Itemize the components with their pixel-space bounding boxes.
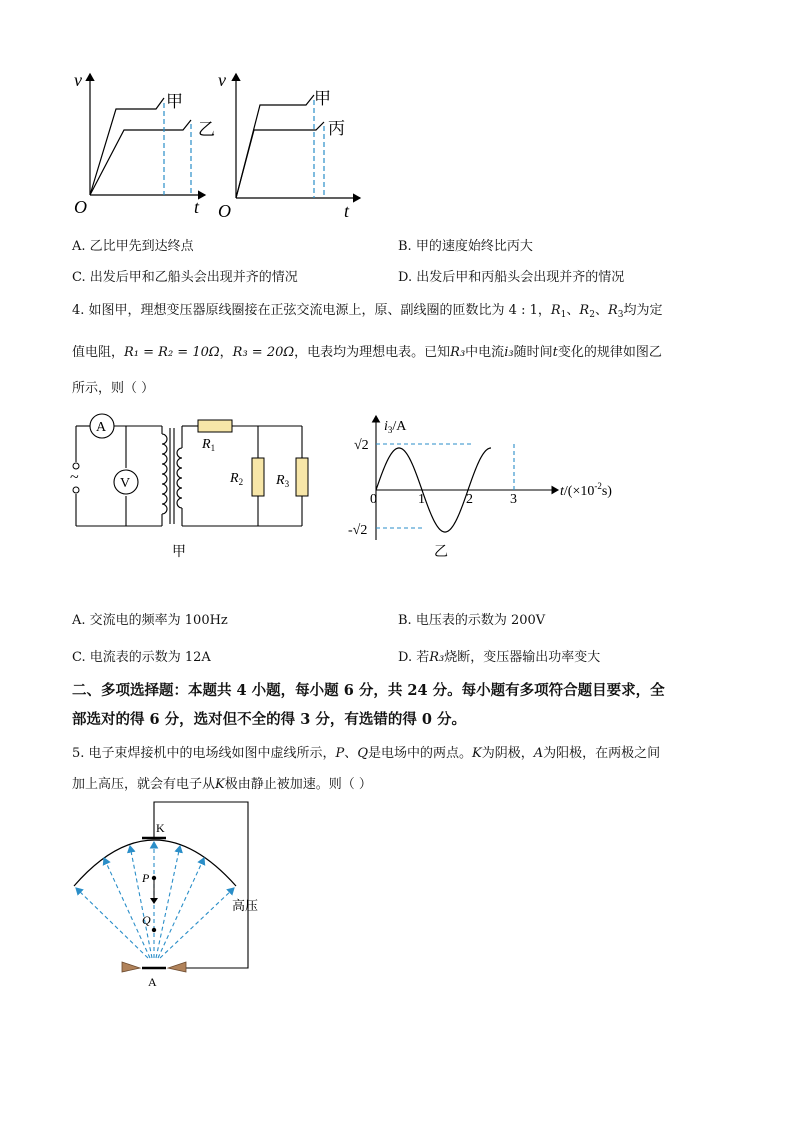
text: 值电阻， bbox=[72, 345, 125, 360]
neg-peak-label: -√2 bbox=[348, 523, 368, 538]
k-symbol: K bbox=[215, 777, 225, 792]
q4-line1-suffix: 均为定 bbox=[623, 303, 663, 318]
text: D. 若 bbox=[398, 650, 430, 665]
source-symbol: ~ bbox=[70, 469, 79, 486]
q-label: Q bbox=[142, 913, 151, 927]
voltmeter-label: V bbox=[120, 476, 131, 491]
r3-symbol: R bbox=[607, 303, 618, 318]
r3-label: $R_3$ bbox=[276, 473, 290, 489]
q5-field-diagram bbox=[60, 798, 280, 993]
point-q bbox=[152, 928, 156, 932]
q5-line2 bbox=[72, 775, 372, 794]
q4-current-graph bbox=[340, 410, 640, 570]
hv-label: 高压 bbox=[232, 898, 259, 913]
q4-option-d[interactable] bbox=[398, 646, 600, 665]
r2-sub: 2 bbox=[589, 310, 595, 320]
text: 为阴极， bbox=[481, 746, 534, 761]
q-symbol: Q bbox=[357, 746, 368, 761]
anode-right-block bbox=[168, 962, 186, 972]
resistance-eq-2: R₃ = 20Ω bbox=[232, 345, 295, 360]
q4-line1-prefix: 4. 如图甲，理想变压器原线圈接在正弦交流电源上，原、副线圈的匝数比为 4 : 1， bbox=[72, 303, 551, 318]
curve-yi bbox=[90, 120, 191, 195]
text: 5. 电子束焊接机中的电场线如图中虚线所示， bbox=[72, 746, 336, 761]
curve-jia bbox=[90, 98, 164, 195]
circuit-caption: 甲 bbox=[172, 545, 186, 560]
q4-line3: 所示，则（ ） bbox=[72, 381, 155, 396]
section2-line1: 二、多项选择题：本题共 4 小题，每小题 6 分，共 24 分。每小题有多项符合题目要求，全 bbox=[72, 682, 665, 699]
p-symbol: P bbox=[335, 746, 345, 761]
curve-jia bbox=[236, 95, 314, 198]
y-axis-label: $i_3/A$ bbox=[384, 419, 407, 435]
q3-option-d[interactable]: D. 出发后甲和丙船头会出现并齐的情况 bbox=[398, 270, 625, 285]
r2-label: $R_2$ bbox=[230, 471, 244, 487]
jia-label: 甲 bbox=[166, 92, 183, 111]
a-label: A bbox=[148, 975, 157, 989]
tick-0: 0 bbox=[370, 492, 377, 507]
text: 为阳极，在两极之间 bbox=[543, 746, 661, 761]
q4-option-a[interactable]: A. 交流电的频率为 100Hz bbox=[72, 613, 228, 628]
text: 随时间 bbox=[513, 345, 553, 360]
field-line bbox=[76, 888, 148, 958]
t-label: t bbox=[194, 197, 200, 217]
r1-sub: 1 bbox=[560, 310, 567, 320]
yi-label: 乙 bbox=[198, 120, 215, 139]
resistor-r2 bbox=[252, 458, 264, 496]
tick-1: 1 bbox=[418, 492, 425, 507]
q5-line1 bbox=[72, 744, 660, 763]
origin-label: O bbox=[74, 197, 87, 217]
text: 极由静止被加速。则（ ） bbox=[224, 777, 372, 792]
sep: 、 bbox=[566, 303, 580, 318]
field-line bbox=[158, 858, 204, 958]
curve-bing bbox=[236, 122, 324, 198]
q4-option-c[interactable]: C. 电流表的示数为 12A bbox=[72, 650, 211, 665]
sep: 、 bbox=[594, 303, 608, 318]
q4-line2 bbox=[72, 343, 732, 362]
text: ， bbox=[219, 345, 233, 360]
text: 烧断，变压器输出功率变大 bbox=[444, 650, 601, 665]
hv-wire bbox=[154, 802, 248, 968]
r3-sub: 3 bbox=[617, 310, 624, 320]
q4-line1 bbox=[72, 301, 732, 325]
v-label: v bbox=[218, 70, 226, 90]
text: 变化的规律如图乙 bbox=[557, 345, 662, 360]
text: 是电场中的两点。 bbox=[367, 746, 472, 761]
jia-label: 甲 bbox=[314, 89, 331, 108]
field-line bbox=[156, 846, 180, 958]
text: ，电表均为理想电表。已知 bbox=[294, 345, 451, 360]
text: 、 bbox=[344, 746, 358, 761]
q4-option-b[interactable]: B. 电压表的示数为 200V bbox=[398, 613, 546, 628]
tick-2: 2 bbox=[466, 492, 473, 507]
origin-label: O bbox=[218, 201, 231, 221]
resistor-r1 bbox=[198, 420, 232, 432]
q3-option-c[interactable]: C. 出发后甲和乙船头会出现并齐的情况 bbox=[72, 270, 298, 285]
field-line bbox=[160, 888, 234, 958]
r3-symbol: R₃ bbox=[450, 345, 466, 360]
pos-peak-label: √2 bbox=[354, 438, 369, 453]
q3-graph-left bbox=[60, 60, 220, 225]
anode-left-block bbox=[122, 962, 140, 972]
text: 中电流 bbox=[465, 345, 505, 360]
q3-option-b[interactable]: B. 甲的速度始终比丙大 bbox=[398, 239, 533, 254]
text: 加上高压，就会有电子从 bbox=[72, 777, 216, 792]
q4-circuit bbox=[62, 408, 322, 568]
r1-label: $R_1$ bbox=[202, 437, 216, 453]
q3-graph-right bbox=[210, 60, 370, 225]
t-label: t bbox=[344, 201, 350, 221]
r1-symbol: R bbox=[550, 303, 561, 318]
p-label: P bbox=[142, 871, 150, 885]
k-label: K bbox=[156, 821, 165, 835]
tick-3: 3 bbox=[510, 492, 517, 507]
graph-caption: 乙 bbox=[434, 545, 448, 560]
i3-symbol: i₃ bbox=[504, 345, 514, 360]
k-symbol: K bbox=[472, 746, 482, 761]
q3-option-a[interactable]: A. 乙比甲先到达终点 bbox=[72, 239, 194, 254]
t-symbol: t bbox=[552, 345, 558, 360]
r3-symbol: R₃ bbox=[429, 650, 445, 665]
resistor-r3 bbox=[296, 458, 308, 496]
resistance-eq-1: R₁ = R₂ = 10Ω bbox=[124, 345, 220, 360]
section2-line2: 部选对的得 6 分，选对但不全的得 3 分，有选错的得 0 分。 bbox=[72, 711, 467, 728]
x-axis-label: $t/(\times 10^{-2}s)$ bbox=[560, 481, 612, 499]
v-label: v bbox=[74, 70, 82, 90]
bing-label: 丙 bbox=[328, 119, 345, 138]
field-line bbox=[130, 846, 152, 958]
a-symbol: A bbox=[533, 746, 544, 761]
ammeter-label: A bbox=[96, 420, 107, 435]
point-p bbox=[152, 876, 156, 880]
r2-symbol: R bbox=[579, 303, 590, 318]
